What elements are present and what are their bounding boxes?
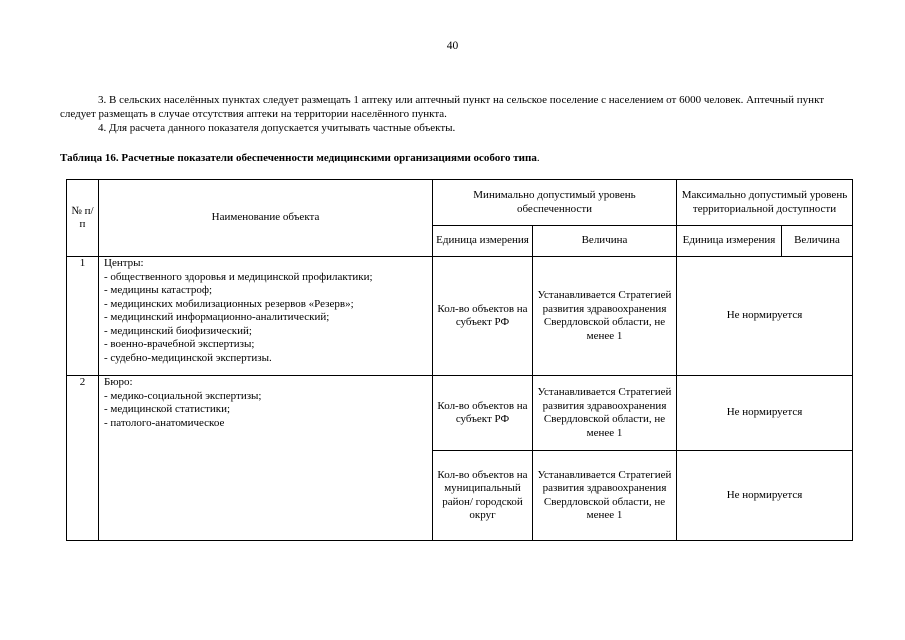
table-title [60, 151, 850, 165]
row-name-line: - военно-врачебной экспертизы; [104, 338, 255, 350]
header-unit: Единица измерения [433, 226, 533, 257]
table-title-bold: Таблица 16. Расчетные показатели обеспеченности медицинскими организациями особого типа [60, 152, 537, 164]
row-value: Устанавливается Стратегией развития здравоохранения Свердловской области, не менее 1 [533, 376, 677, 451]
header-value-2: Величина [782, 226, 853, 257]
table-row [67, 257, 853, 376]
row-unit: Кол-во объектов на субъект РФ [433, 376, 533, 451]
row-name-line: - судебно-медицинской экспертизы. [104, 351, 272, 364]
header-num: № п/п [67, 180, 99, 257]
row-name-line: - патолого-анатомическое [104, 416, 225, 429]
row-name-line: - медицинский информационно-аналитический; [104, 311, 330, 323]
paragraph-rural-pharmacy: 3. В сельских населённых пунктах следует размещать 1 аптеку или аптечный пункт на сельское поселение с населением от 6000 человек. Аптечный пункт следует размещать в случае отсутствия аптеки на территории населённого пункта. [60, 94, 825, 120]
header-value: Величина [533, 226, 677, 257]
header-min-level: Минимально допустимый уровень обеспеченности [433, 180, 677, 226]
row-name [99, 257, 433, 376]
paragraph-private-objects: 4. Для расчета данного показателя допускается учитывать частные объекты. [98, 122, 456, 134]
row-value-municipal: Устанавливается Стратегией развития здравоохранения Свердловской области, не менее 1 [533, 451, 677, 541]
row-name-line: - общественного здоровья и медицинской профилактики; [104, 270, 373, 283]
row-value: Устанавливается Стратегией развития здравоохранения Свердловской области, не менее 1 [533, 257, 677, 376]
header-max-level: Максимально допустимый уровень территориальной доступности [677, 180, 853, 226]
header-name: Наименование объекта [99, 180, 433, 257]
page-number: 40 [446, 40, 459, 52]
row-num: 1 [67, 257, 99, 376]
header-unit-2: Единица измерения [677, 226, 782, 257]
row-unit-municipal: Кол-во объектов на муниципальный район/ городской округ [433, 451, 533, 541]
row-unit: Кол-во объектов на субъект РФ [433, 257, 533, 376]
row-name-line: - медицинских мобилизационных резервов «Резерв»; [104, 297, 354, 310]
row-name-line: Бюро: [104, 376, 133, 388]
row-max-level: Не нормируется [677, 257, 853, 376]
row-max-level: Не нормируется [677, 376, 853, 451]
row-name-line: - медицины катастроф; [104, 284, 213, 296]
table-row [67, 376, 853, 451]
indicators-table [66, 179, 853, 541]
row-num: 2 [67, 376, 99, 541]
row-max-level-municipal: Не нормируется [677, 451, 853, 541]
row-name-line: - медицинский биофизический; [104, 324, 252, 337]
row-name-line: Центры: [104, 257, 144, 269]
row-name [99, 376, 433, 541]
row-name-line: - медико-социальной экспертизы; [104, 389, 262, 402]
row-name-line: - медицинской статистики; [104, 403, 231, 415]
table-title-tail: . [536, 152, 540, 164]
